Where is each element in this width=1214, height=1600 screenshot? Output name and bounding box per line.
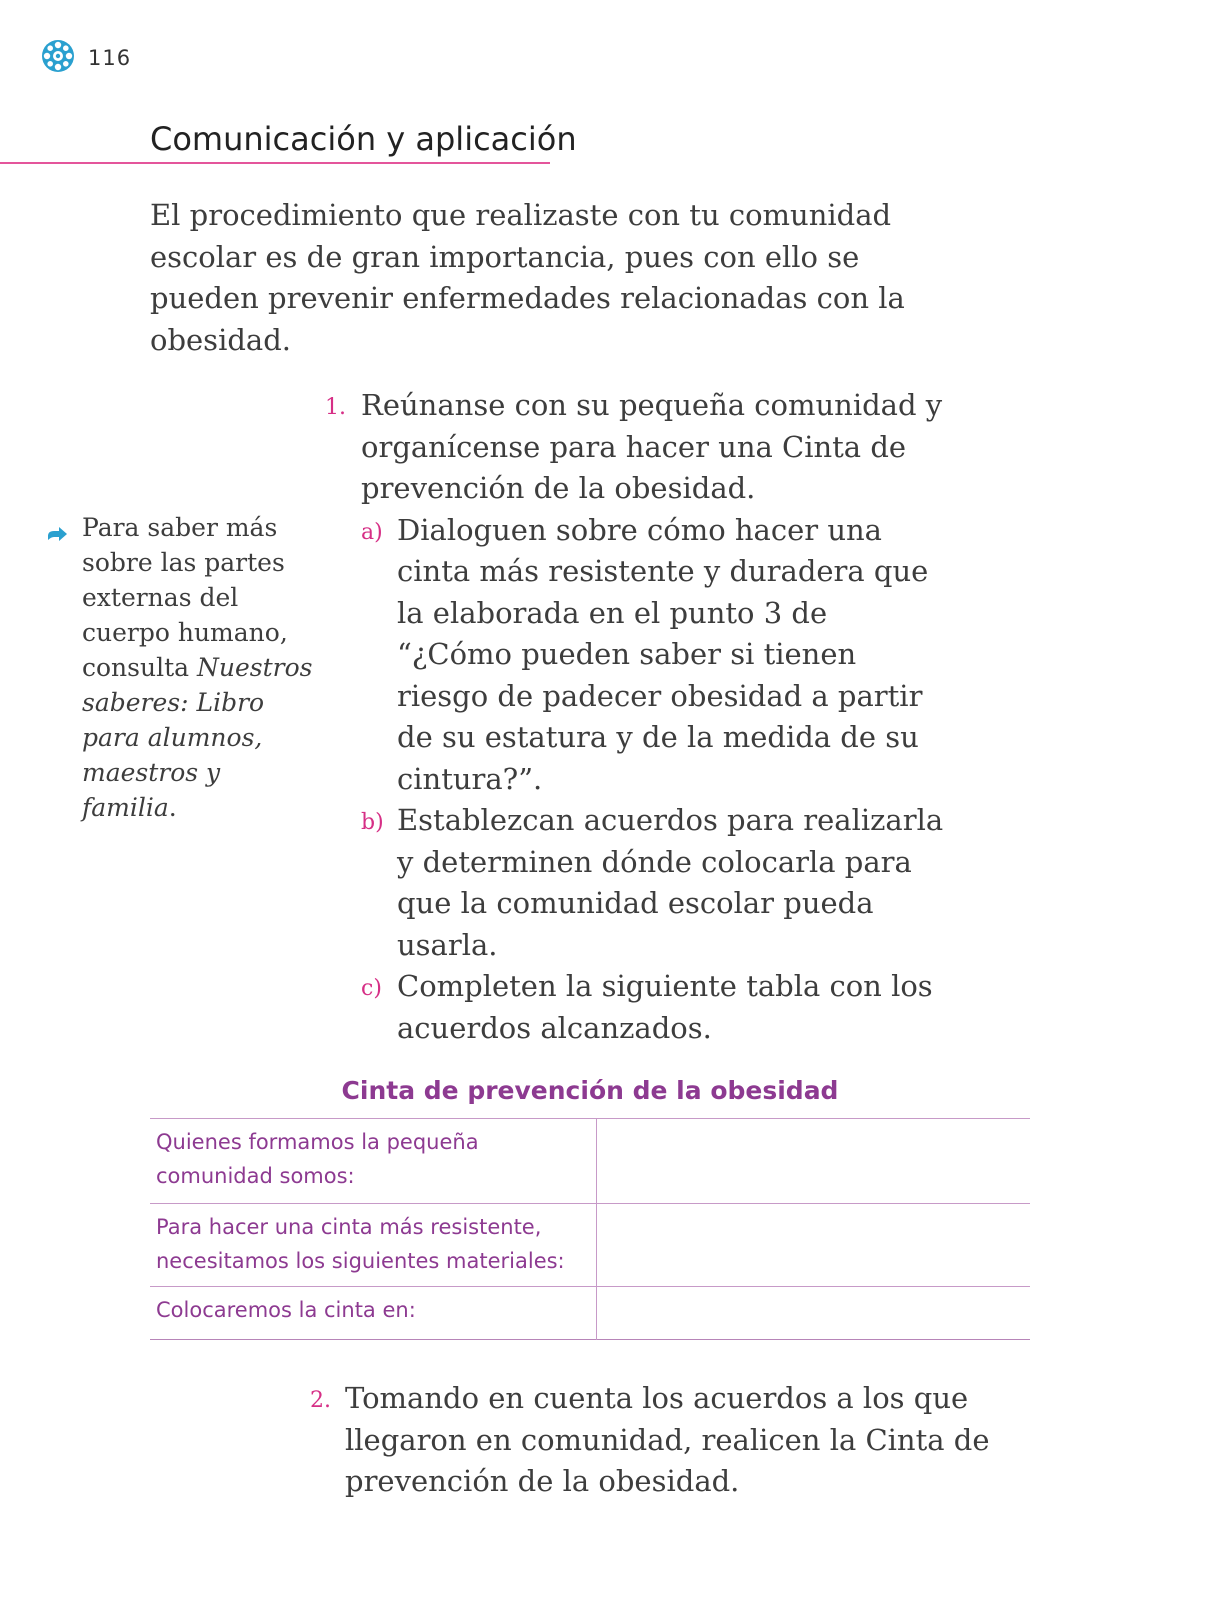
intro-paragraph: El procedimiento que realizaste con tu comunidad escolar es de gran importancia, pues con ello se pueden prevenir enfermedades relacionadas con la obesidad. [150, 198, 905, 357]
activity-item-1 [325, 385, 945, 1049]
row-label: Para hacer una cinta más resistente, necesitamos los siguientes materiales: [150, 1204, 597, 1287]
sidebar-text-end: . [168, 793, 177, 822]
subitem-a [361, 510, 945, 801]
sidebar-note [46, 510, 316, 825]
subitem-letter: c) [361, 976, 382, 1001]
section-title: Comunicación y aplicación [150, 120, 577, 158]
subitem-text: Establezcan acuerdos para realizarla y determinen dónde colocarla para que la comunidad escolar pueda usarla. [397, 803, 944, 962]
sidebar-book-title: Nuestros saberes: Libro para alumnos, maestros y familia [82, 653, 313, 822]
table-row [150, 1119, 1030, 1204]
subitem-letter: a) [361, 519, 383, 545]
page-number: 116 [88, 46, 132, 70]
item-number: 1. [325, 395, 346, 420]
arrow-right-icon [46, 516, 68, 551]
subitem-text: Dialoguen sobre cómo hacer una cinta más resistente y duradera que la elaborada en el punto 3 de “¿Cómo pueden saber si tienen riesgo de padecer obesidad a partir de su estatura y de la medida de su cintura?”. [397, 512, 929, 796]
page-header [40, 38, 131, 78]
row-label: Colocaremos la cinta en: [150, 1287, 597, 1340]
row-answer-field[interactable] [597, 1119, 1031, 1204]
row-answer-field[interactable] [597, 1287, 1031, 1340]
activity-item-2 [310, 1378, 1010, 1503]
subitem-c [361, 966, 945, 1049]
item-text: Reúnanse con su pequeña comunidad y organícense para hacer una Cinta de prevención de la obesidad. [361, 388, 943, 505]
agreements-table [150, 1118, 1030, 1340]
subitem-text: Completen la siguiente tabla con los acuerdos alcanzados. [397, 969, 933, 1045]
sidebar-text-plain: Para saber más sobre las partes externas del cuerpo humano, consulta [82, 513, 288, 682]
row-answer-field[interactable] [597, 1204, 1031, 1287]
sidebar-text [82, 510, 316, 825]
table-row [150, 1204, 1030, 1287]
flower-icon [40, 38, 76, 78]
item-number: 2. [310, 1388, 331, 1413]
subitem-letter: b) [361, 810, 384, 835]
item-text: Tomando en cuenta los acuerdos a los que llegaron en comunidad, realicen la Cinta de prevención de la obesidad. [345, 1381, 990, 1498]
table-title: Cinta de prevención de la obesidad [341, 1076, 839, 1105]
subitem-b [361, 800, 945, 966]
row-label: Quienes formamos la pequeña comunidad somos: [150, 1119, 597, 1204]
table-row [150, 1287, 1030, 1340]
title-underline [0, 162, 550, 164]
